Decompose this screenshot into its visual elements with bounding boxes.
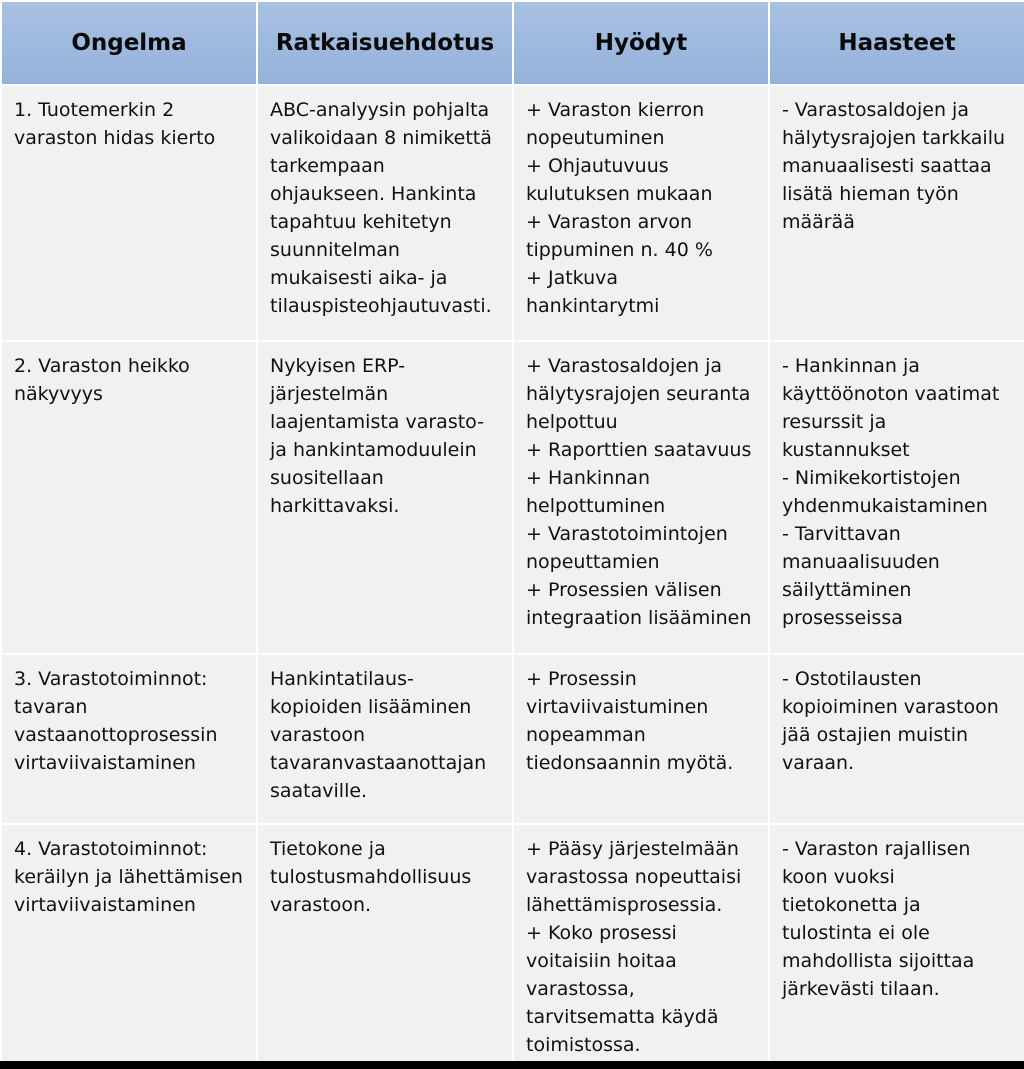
cell-problem: 3. Varastotoiminnot: tavaran vastaanottoprosessin virtaviivaistaminen xyxy=(1,654,257,824)
header-benefits: Hyödyt xyxy=(513,1,769,85)
cell-challenges: - Hankinnan ja käyttöönoton vaatimat resurssit ja kustannukset - Nimikekortistojen yhdenmukaistaminen - Tarvittavan manuaalisuuden säilyttäminen prosesseissa xyxy=(769,341,1024,654)
bottom-border-bar xyxy=(0,1061,1024,1069)
header-problem: Ongelma xyxy=(1,1,257,85)
cell-problem: 4. Varastotoiminnot: keräilyn ja lähettämisen virtaviivaistaminen xyxy=(1,824,257,1062)
header-row xyxy=(1,1,1024,85)
cell-solution: Hankintatilaus- kopioiden lisääminen varastoon tavaranvastaanottajan saataville. xyxy=(257,654,513,824)
header-solution: Ratkaisuehdotus xyxy=(257,1,513,85)
cell-benefits: + Varaston kierron nopeutuminen + Ohjautuvuus kulutuksen mukaan + Varaston arvon tippuminen n. 40 % + Jatkuva hankintarytmi xyxy=(513,85,769,341)
table-row xyxy=(1,85,1024,341)
cell-challenges: - Ostotilausten kopioiminen varastoon jää ostajien muistin varaan. xyxy=(769,654,1024,824)
table-row xyxy=(1,654,1024,824)
cell-problem: 1. Tuotemerkin 2 varaston hidas kierto xyxy=(1,85,257,341)
table-row xyxy=(1,341,1024,654)
header-challenges: Haasteet xyxy=(769,1,1024,85)
cell-challenges: - Varastosaldojen ja hälytysrajojen tarkkailu manuaalisesti saattaa lisätä hieman työn määrää xyxy=(769,85,1024,341)
cell-solution: Nykyisen ERP- järjestelmän laajentamista varasto- ja hankintamoduulein suositellaan harkittavaksi. xyxy=(257,341,513,654)
cell-solution: ABC-analyysin pohjalta valikoidaan 8 nimikettä tarkempaan ohjaukseen. Hankinta tapahtuu kehitetyn suunnitelman mukaisesti aika- ja tilauspisteohjautuvasti. xyxy=(257,85,513,341)
cell-benefits: + Prosessin virtaviivaistuminen nopeamman tiedonsaannin myötä. xyxy=(513,654,769,824)
cell-benefits: + Varastosaldojen ja hälytysrajojen seuranta helpottuu + Raporttien saatavuus + Hankinnan helpottuminen + Varastotoimintojen nopeuttamien + Prosessien välisen integraation lisääminen xyxy=(513,341,769,654)
cell-challenges: - Varaston rajallisen koon vuoksi tietokonetta ja tulostinta ei ole mahdollista sijoittaa järkevästi tilaan. xyxy=(769,824,1024,1062)
cell-benefits: + Pääsy järjestelmään varastossa nopeuttaisi lähettämisprosessia. + Koko prosessi voitaisiin hoitaa varastossa, tarvitsematta käydä toimistossa. xyxy=(513,824,769,1062)
cell-solution: Tietokone ja tulostusmahdollisuus varastoon. xyxy=(257,824,513,1062)
table-row xyxy=(1,824,1024,1062)
cell-problem: 2. Varaston heikko näkyvyys xyxy=(1,341,257,654)
